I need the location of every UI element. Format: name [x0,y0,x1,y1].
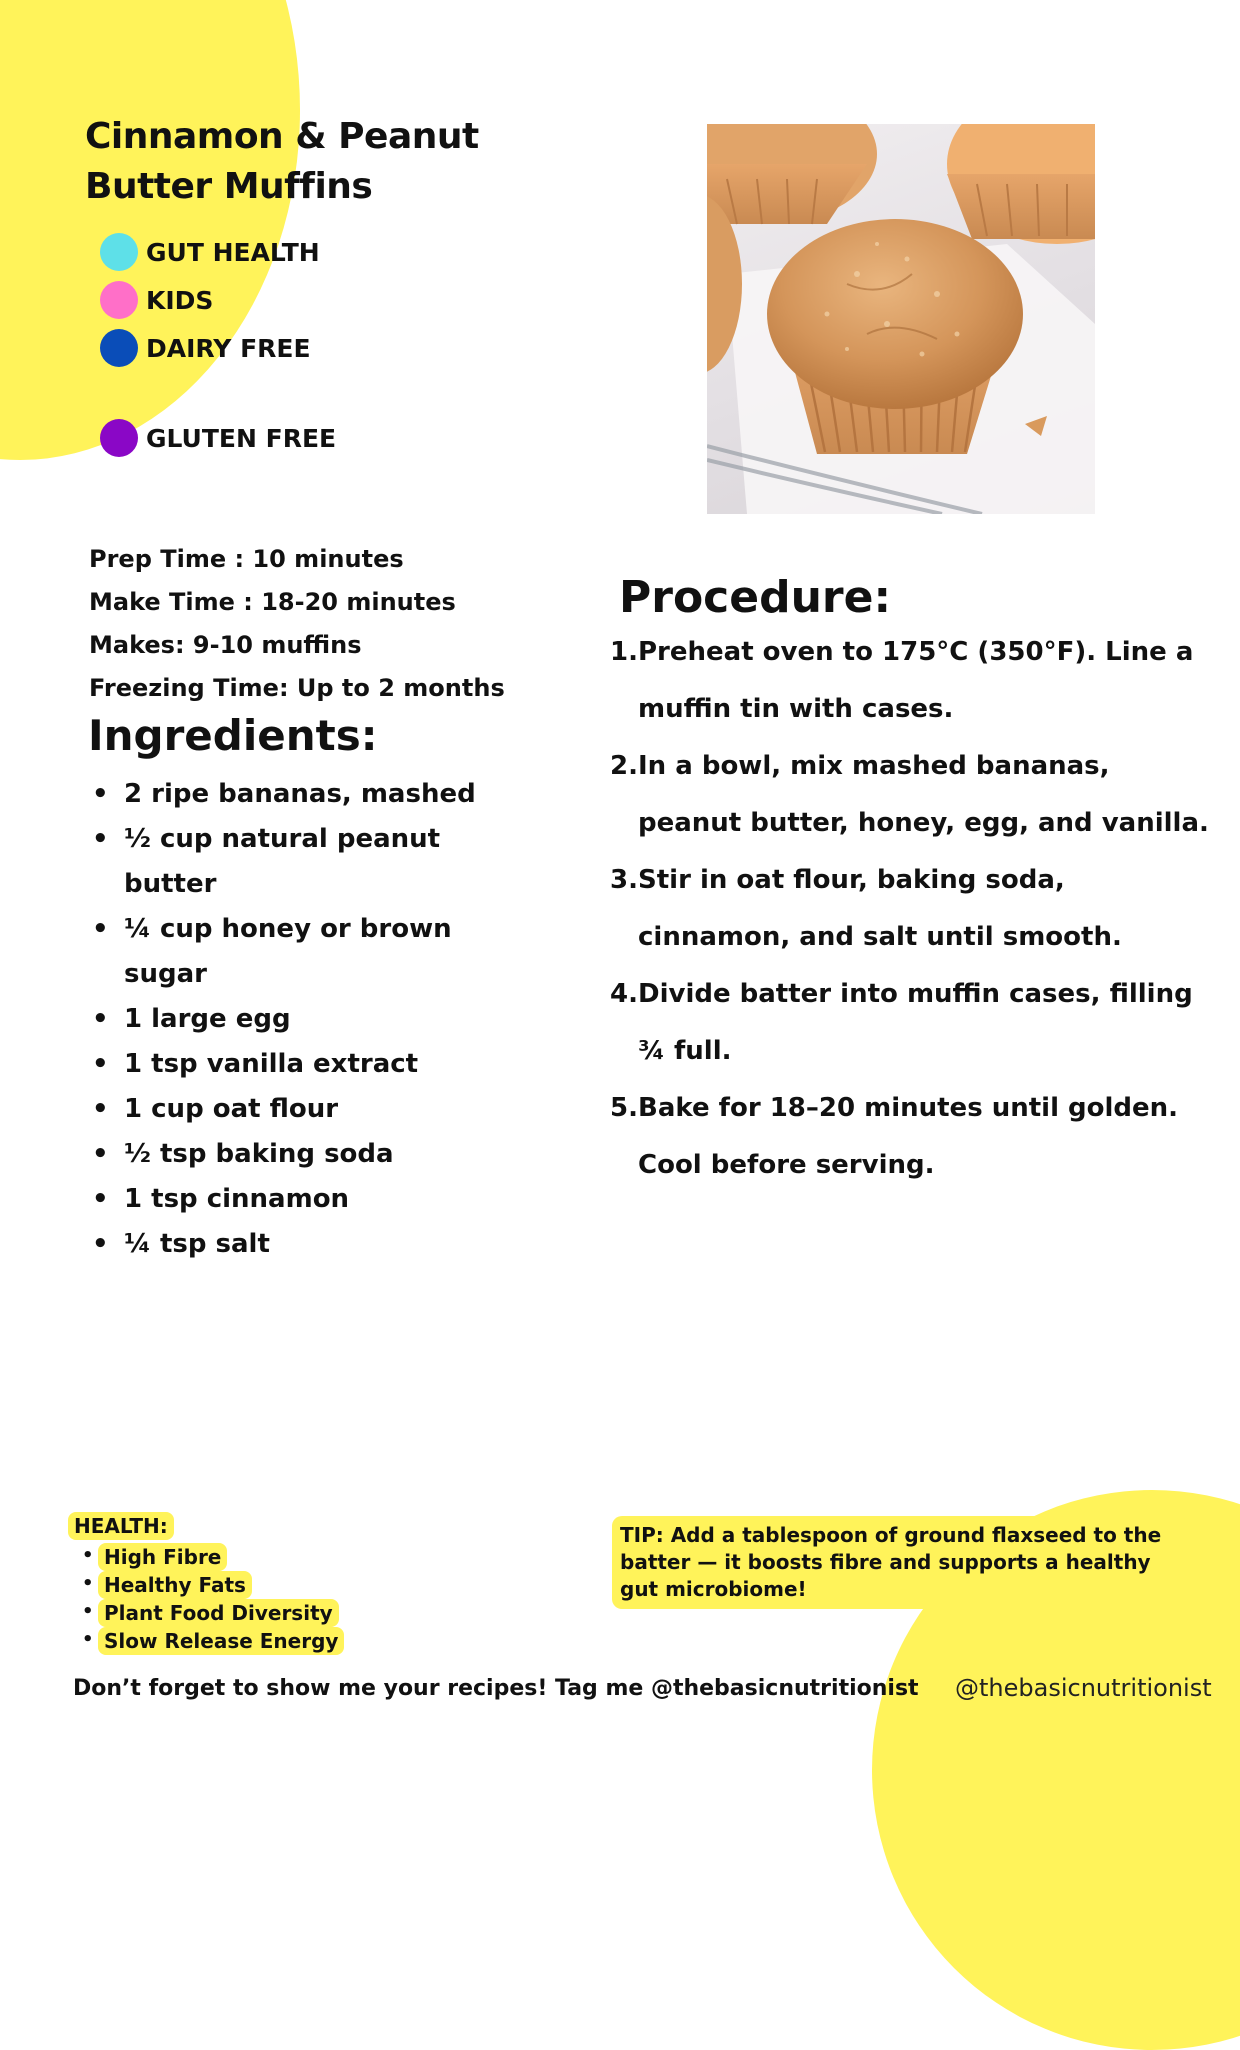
procedure-step: 5. Bake for 18–20 minutes until golden. Cool before serving. [610,1080,1210,1194]
tag-label: DAIRY FREE [146,333,311,363]
step-number: 4. [610,979,638,1009]
gut-health-dot-icon [100,233,138,271]
step-number: 2. [610,751,638,781]
bullet-icon: • [92,1094,109,1124]
footer-cta: Don’t forget to show me your recipes! Tag me @thebasicnutritionist [73,1676,919,1701]
kids-dot-icon [100,281,138,319]
freezing-time: Freezing Time: Up to 2 months [89,674,505,702]
bullet-icon: • [82,1573,94,1594]
step-number: 3. [610,865,638,895]
ingredient-item: • 1 large egg [92,997,512,1042]
makes-count: Makes: 9-10 muffins [89,631,362,659]
ingredient-item: • ¼ tsp salt [92,1222,512,1267]
muffin-illustration-icon [707,124,1095,514]
ingredient-item: • 2 ripe bananas, mashed [92,772,512,817]
procedure-step: 3. Stir in oat flour, baking soda, cinnamon, and salt until smooth. [610,852,1210,966]
bullet-icon: • [92,824,109,854]
ingredient-item: • ½ cup natural peanut butter [92,817,512,907]
decorative-yellow-circle-top [0,0,300,460]
ingredient-item: • ¼ cup honey or brown sugar [92,907,512,997]
ingredients-list [92,772,512,1267]
procedure-step: 4. Divide batter into muffin cases, filling ¾ full. [610,966,1210,1080]
procedure-list [610,624,1210,1194]
bullet-icon: • [92,1049,109,1079]
tag-label: KIDS [146,285,214,315]
prep-time: Prep Time : 10 minutes [89,545,404,573]
tag-kids [100,280,213,320]
ingredients-heading: Ingredients: [88,711,378,760]
bullet-icon: • [82,1545,94,1566]
health-list [68,1543,344,1655]
health-item: • Slow Release Energy [82,1627,344,1655]
bullet-icon: • [92,1184,109,1214]
health-box [68,1512,344,1655]
bullet-icon: • [92,779,109,809]
health-item: • Healthy Fats [82,1571,344,1599]
tag-gut-health [100,232,320,272]
bullet-icon: • [92,1004,109,1034]
step-number: 5. [610,1093,638,1123]
bullet-icon: • [92,1139,109,1169]
gluten-free-dot-icon [100,419,138,457]
health-item: • Plant Food Diversity [82,1599,344,1627]
muffin-photo [707,124,1095,514]
tag-dairy-free [100,328,311,368]
bullet-icon: • [92,914,109,944]
health-item: • High Fibre [82,1543,344,1571]
tag-gluten-free [100,418,336,458]
bullet-icon: • [82,1601,94,1622]
health-heading: HEALTH: [68,1512,174,1540]
bullet-icon: • [92,1229,109,1259]
make-time: Make Time : 18-20 minutes [89,588,456,616]
procedure-heading: Procedure: [619,572,892,623]
step-number: 1. [610,637,638,667]
procedure-step: 2. In a bowl, mix mashed bananas, peanut butter, honey, egg, and vanilla. [610,738,1210,852]
dairy-free-dot-icon [100,329,138,367]
tag-label: GUT HEALTH [146,237,320,267]
tip-box: TIP: Add a tablespoon of ground flaxseed to the batter — it boosts fibre and supports a healthy gut microbiome! [612,1516,1188,1609]
tag-label: GLUTEN FREE [146,423,337,453]
ingredient-item: • 1 tsp vanilla extract [92,1042,512,1087]
social-handle: @thebasicnutritionist [955,1674,1212,1702]
recipe-title: Cinnamon & Peanut Butter Muffins [85,116,479,207]
recipe-meta [89,538,505,710]
ingredient-item: • ½ tsp baking soda [92,1132,512,1177]
ingredient-item: • 1 cup oat flour [92,1087,512,1132]
bullet-icon: • [82,1629,94,1650]
procedure-step: 1. Preheat oven to 175°C (350°F). Line a muffin tin with cases. [610,624,1210,738]
ingredient-item: • 1 tsp cinnamon [92,1177,512,1222]
